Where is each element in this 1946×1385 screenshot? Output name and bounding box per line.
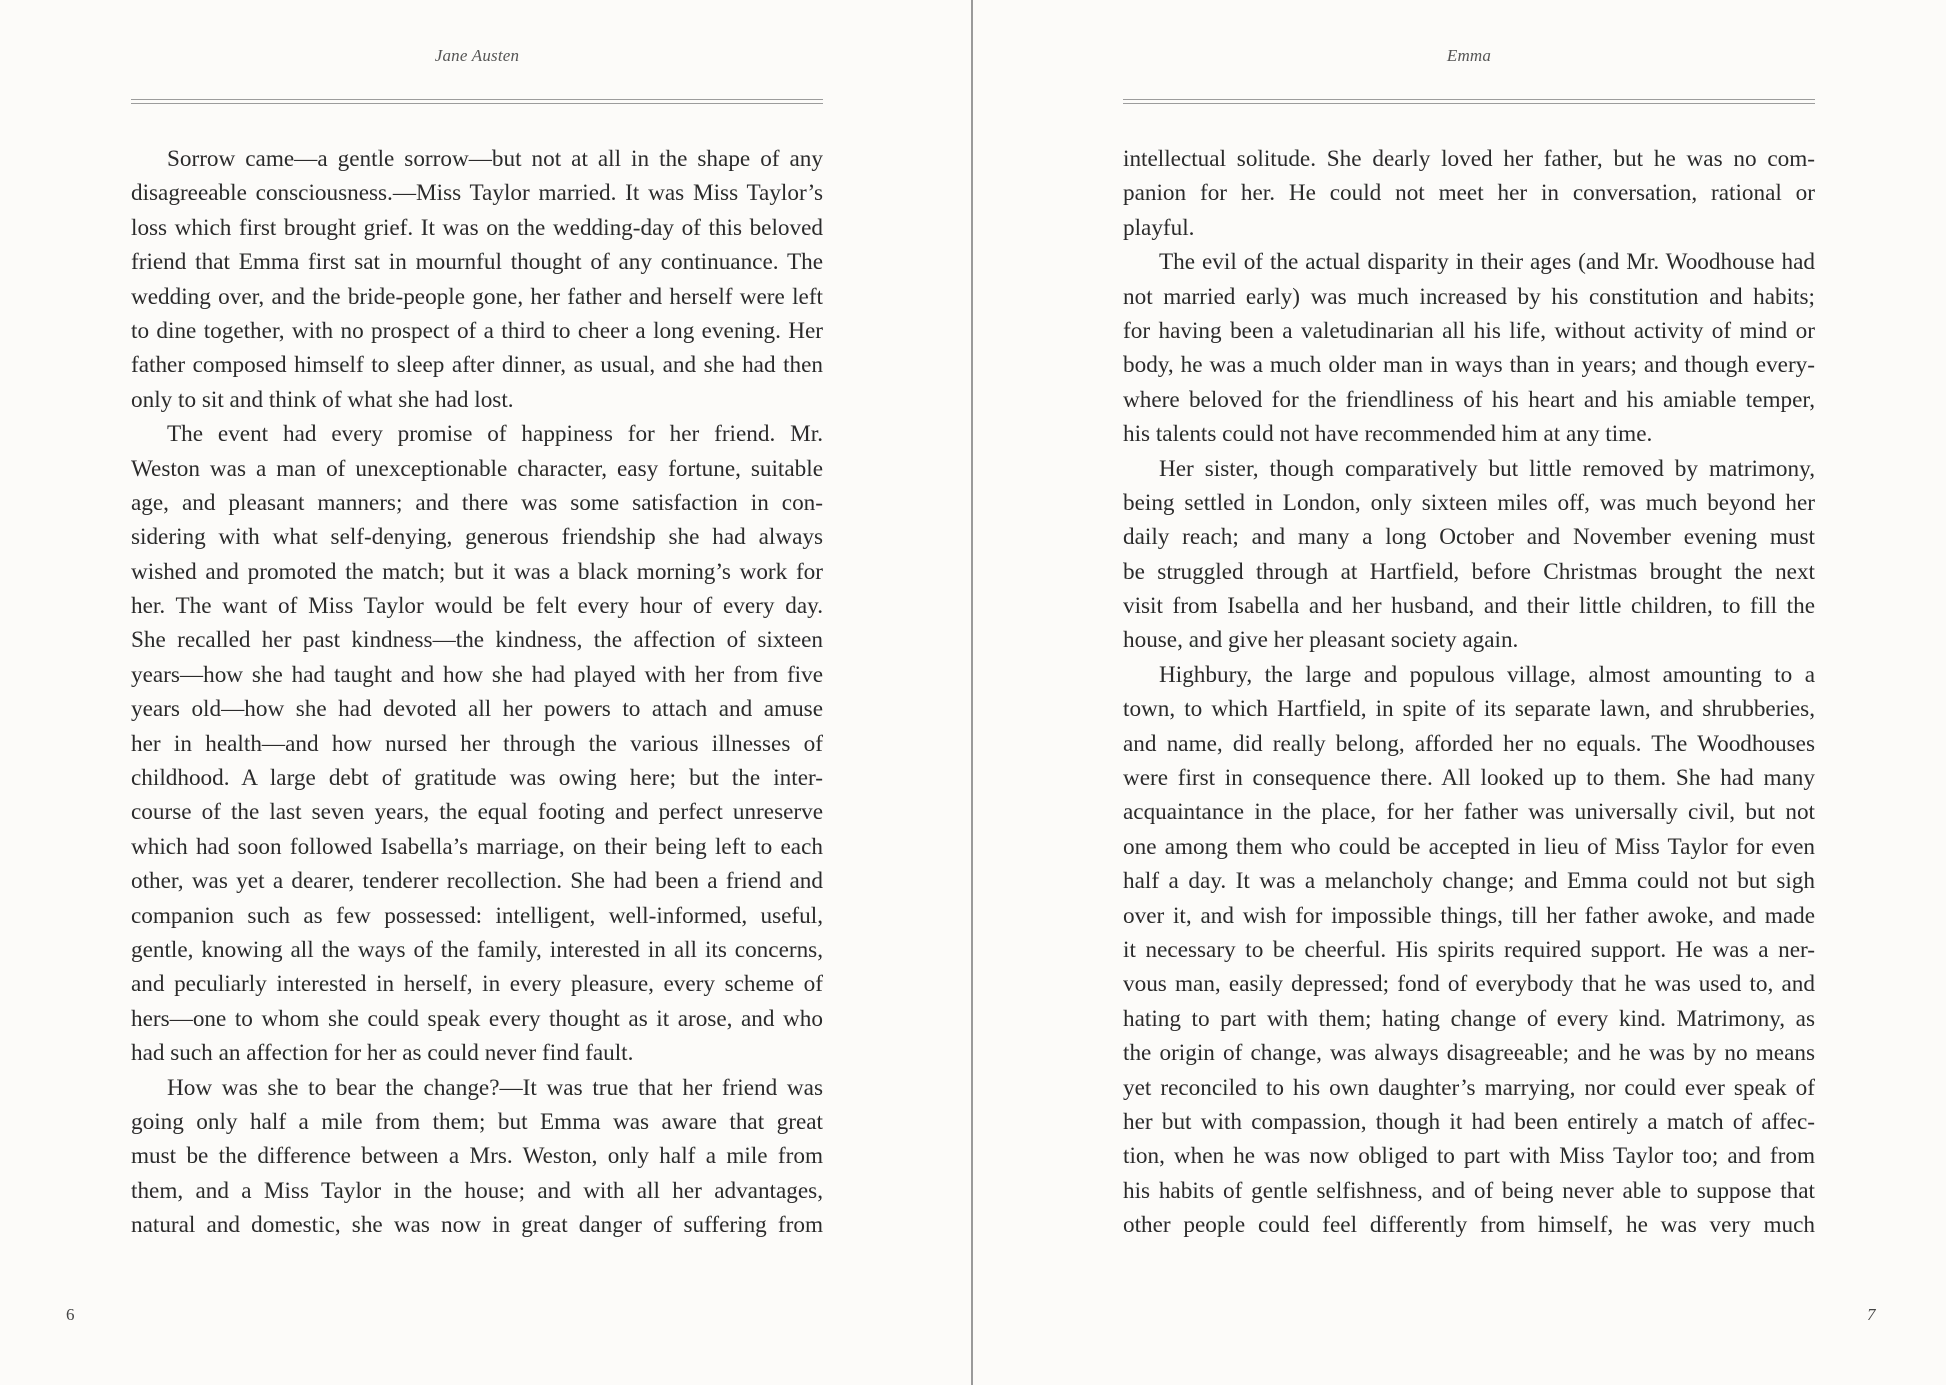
- text-line: where beloved for the friendliness of his heart and his amiable temper,: [1123, 386, 1815, 413]
- text-line: How was she to bear the change?—It was true that her friend was: [167, 1074, 823, 1101]
- text-line: and peculiarly interested in herself, in every pleasure, every scheme of: [131, 971, 823, 998]
- page-number: 7: [1867, 1305, 1876, 1324]
- text-line: natural and domestic, she was now in great danger of suffering from: [131, 1212, 823, 1239]
- text-line: playful.: [1123, 214, 1195, 241]
- text-line: her in health—and how nursed her through the various illnesses of: [131, 730, 823, 757]
- text-line: daily reach; and many a long October and November evening must: [1123, 524, 1815, 551]
- text-line: Sorrow came—a gentle sorrow—but not at all in the shape of any: [167, 146, 823, 172]
- text-line: had such an affection for her as could never find fault.: [131, 1040, 634, 1067]
- text-line: intellectual solitude. She dearly loved her father, but he was no com-: [1123, 146, 1815, 172]
- text-line: age, and pleasant manners; and there was some satisfaction in con-: [131, 489, 823, 516]
- text-line: father composed himself to sleep after dinner, as usual, and she had then: [131, 352, 823, 379]
- header-double-rule: [131, 99, 823, 104]
- text-line: years—how she had taught and how she had played with her from five: [131, 661, 823, 688]
- text-line: panion for her. He could not meet her in conversation, rational or: [1123, 180, 1815, 207]
- text-line: to dine together, with no prospect of a third to cheer a long evening. Her: [131, 317, 823, 344]
- text-line: wished and promoted the match; but it was a black morning’s work for: [131, 558, 823, 585]
- header-double-rule: [1123, 99, 1815, 104]
- text-line: Her sister, though comparatively but little removed by matrimony,: [1159, 455, 1815, 482]
- gutter-divider: [971, 0, 973, 1385]
- text-line: one among them who could be accepted in lieu of Miss Taylor for even: [1123, 833, 1815, 860]
- text-line: must be the difference between a Mrs. Weston, only half a mile from: [131, 1143, 823, 1170]
- text-line: wedding over, and the bride-people gone, her father and herself were left: [131, 283, 823, 310]
- text-line: and name, did really belong, afforded her no equals. The Woodhouses: [1123, 730, 1815, 757]
- text-line: for having been a valetudinarian all his life, without activity of mind or: [1123, 317, 1815, 344]
- text-line: childhood. A large debt of gratitude was owing here; but the inter-: [131, 765, 823, 792]
- text-line: only to sit and think of what she had lost.: [131, 386, 514, 413]
- page-number: 6: [66, 1305, 75, 1324]
- text-line: friend that Emma first sat in mournful thought of any continuance. The: [131, 249, 823, 276]
- text-line: The evil of the actual disparity in their ages (and Mr. Woodhouse had: [1159, 249, 1815, 276]
- body-text: [1123, 142, 1815, 1243]
- running-head-title: Emma: [1446, 46, 1492, 65]
- text-line: sidering with what self-denying, generous friendship she had always: [131, 524, 823, 551]
- text-line: tion, when he was now obliged to part with Miss Taylor too; and from: [1123, 1143, 1815, 1170]
- text-line: her. The want of Miss Taylor would be felt every hour of every day.: [131, 593, 823, 620]
- text-line: companion such as few possessed: intelligent, well-informed, useful,: [131, 902, 823, 929]
- text-line: town, to which Hartfield, in spite of its separate lawn, and shrubberies,: [1123, 696, 1815, 723]
- text-line: disagreeable consciousness.—Miss Taylor married. It was Miss Taylor’s: [131, 180, 823, 207]
- text-line: The event had every promise of happiness for her friend. Mr.: [167, 421, 823, 448]
- text-line: other people could feel differently from himself, he was very much: [1123, 1212, 1815, 1239]
- text-line: which had soon followed Isabella’s marriage, on their being left to each: [131, 833, 823, 860]
- text-line: it necessary to be cheerful. His spirits required support. He was a ner-: [1123, 936, 1815, 963]
- text-line: body, he was a much older man in ways than in years; and though every-: [1123, 352, 1815, 379]
- text-line: yet reconciled to his own daughter’s marrying, nor could ever speak of: [1123, 1074, 1815, 1101]
- text-line: not married early) was much increased by his constitution and habits;: [1123, 283, 1815, 310]
- text-line: his talents could not have recommended him at any time.: [1123, 421, 1653, 448]
- text-line: other, was yet a dearer, tenderer recollection. She had been a friend and: [131, 868, 823, 895]
- running-head-author: Jane Austen: [434, 46, 520, 65]
- body-text: [131, 142, 823, 1243]
- text-line: over it, and wish for impossible things, till her father awoke, and made: [1123, 902, 1815, 929]
- text-line: hating to part with them; hating change of every kind. Matrimony, as: [1123, 1005, 1815, 1032]
- text-line: course of the last seven years, the equal footing and perfect unreserve: [131, 799, 823, 826]
- text-line: She recalled her past kindness—the kindness, the affection of sixteen: [131, 627, 823, 654]
- text-line: years old—how she had devoted all her powers to attach and amuse: [131, 696, 823, 723]
- text-line: her but with compassion, though it had been entirely a match of affec-: [1123, 1108, 1815, 1135]
- text-line: the origin of change, was always disagreeable; and he was by no means: [1123, 1040, 1815, 1067]
- text-line: Highbury, the large and populous village, almost amounting to a: [1159, 661, 1815, 688]
- left-page: [0, 0, 972, 1385]
- text-line: vous man, easily depressed; fond of everybody that he was used to, and: [1123, 971, 1815, 998]
- text-line: going only half a mile from them; but Emma was aware that great: [131, 1108, 823, 1135]
- text-line: be struggled through at Hartfield, before Christmas brought the next: [1123, 558, 1815, 585]
- right-page: [974, 0, 1946, 1385]
- text-line: them, and a Miss Taylor in the house; and with all her advantages,: [131, 1177, 823, 1204]
- text-line: his habits of gentle selfishness, and of being never able to suppose that: [1123, 1177, 1815, 1204]
- text-line: were first in consequence there. All looked up to them. She had many: [1123, 765, 1815, 792]
- text-line: Weston was a man of unexceptionable character, easy fortune, suitable: [131, 455, 823, 482]
- text-line: half a day. It was a melancholy change; and Emma could not but sigh: [1123, 868, 1815, 895]
- text-line: loss which first brought grief. It was on the wedding-day of this beloved: [131, 214, 823, 241]
- text-line: house, and give her pleasant society again.: [1123, 627, 1519, 654]
- text-line: being settled in London, only sixteen miles off, was much beyond her: [1123, 489, 1815, 516]
- text-line: hers—one to whom she could speak every thought as it arose, and who: [131, 1005, 823, 1032]
- text-line: visit from Isabella and her husband, and their little children, to fill the: [1123, 593, 1815, 620]
- text-line: acquaintance in the place, for her father was universally civil, but not: [1123, 799, 1815, 826]
- text-line: gentle, knowing all the ways of the family, interested in all its concerns,: [131, 936, 823, 963]
